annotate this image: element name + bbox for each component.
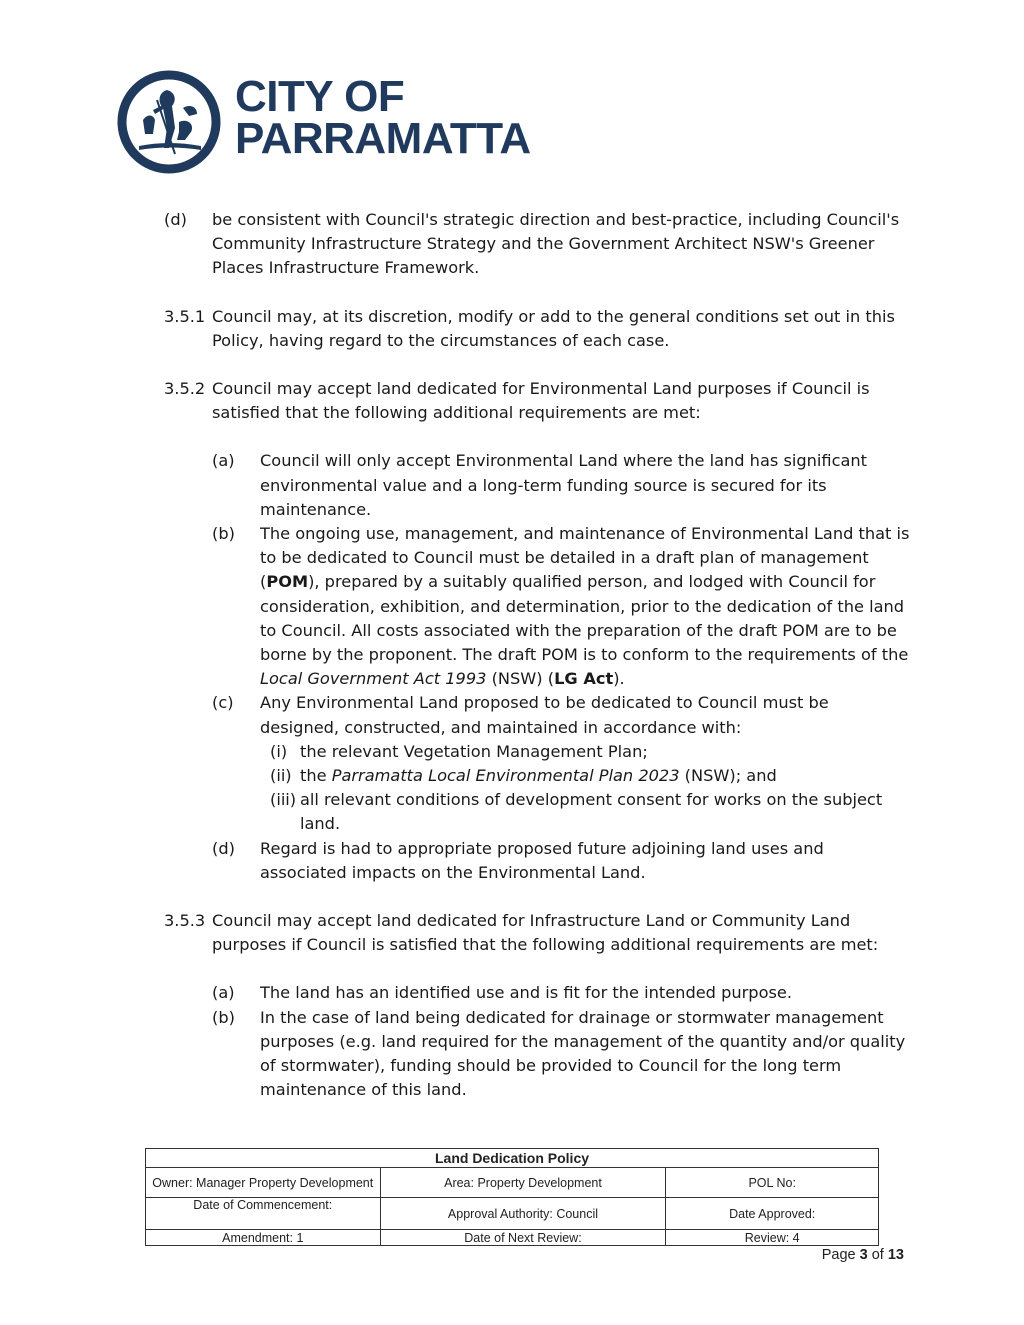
clause-text: Council will only accept Environmental Land where the land has significant environmental value and a long-term funding source is secured for its maintenance. xyxy=(260,451,868,519)
clause-text-part: ), prepared by a suitably qualified person, and lodged with Council for consideration, exhibition, and determination, prior to the dedication of the land to Council. All costs associated with the preparation of the draft POM are to be borne by the proponent. The draft POM is to conform to the requirements of the xyxy=(260,572,909,665)
city-logo xyxy=(117,70,557,175)
section-text: Council may, at its discretion, modify or add to the general conditions set out in this Policy, having regard to the circumstances of each case. xyxy=(212,306,895,350)
footer-review: Review: 4 xyxy=(666,1230,879,1246)
section-number: 3.5.2 xyxy=(164,379,206,399)
section-text: Council may accept land dedicated for Environmental Land purposes if Council is satisfied that the following additional requirements are met: xyxy=(212,379,870,423)
page-number xyxy=(822,1247,904,1263)
footer-owner: Owner: Manager Property Development xyxy=(146,1168,381,1198)
footer-pol-no: POL No: xyxy=(666,1168,879,1198)
act-title: Local Government Act 1993 xyxy=(260,669,487,689)
page-of: of xyxy=(867,1247,888,1263)
lep-title: Parramatta Local Environmental Plan 2023 xyxy=(331,766,680,786)
clause-d xyxy=(164,208,912,281)
subclause-iii xyxy=(270,788,912,836)
subclause-label: (i) xyxy=(270,741,288,761)
subclause-label: (iii) xyxy=(270,790,297,810)
footer-date-approved: Date Approved: xyxy=(666,1198,879,1230)
clause-label: (d) xyxy=(212,838,235,858)
footer-commencement: Date of Commencement: xyxy=(146,1198,381,1230)
parramatta-emblem-icon xyxy=(117,70,221,174)
clause-label: (b) xyxy=(212,524,235,544)
clause-text xyxy=(260,522,912,691)
page-total: 13 xyxy=(887,1247,904,1263)
clause-label: (c) xyxy=(212,693,234,713)
footer-title: Land Dedication Policy xyxy=(146,1149,879,1168)
clause-label: (a) xyxy=(212,451,235,471)
footer-next-review: Date of Next Review: xyxy=(380,1230,666,1246)
clause-label: (b) xyxy=(212,1007,235,1027)
footer-area: Area: Property Development xyxy=(380,1168,666,1198)
subclause-text-part: (NSW); and xyxy=(679,766,777,786)
clause-text: be consistent with Council's strategic direction and best-practice, including Council's Community Infrastructure Strategy and the Government Architect NSW's Greener Places Infrastructure Framework. xyxy=(212,210,900,278)
footer-approval-authority: Approval Authority: Council xyxy=(380,1198,666,1230)
clause-text-part: The ongoing use, management, and maintenance of Environmental Land that is to be dedicated to Council must be detailed in a draft plan of management ( xyxy=(260,524,910,592)
section-3-5-2 xyxy=(164,377,912,425)
page-current: 3 xyxy=(859,1247,868,1263)
clause-3-5-3-b xyxy=(212,1006,912,1103)
subclause-label: (ii) xyxy=(270,766,292,786)
subclause-text: the relevant Vegetation Management Plan; xyxy=(300,741,648,761)
clause-3-5-2-c xyxy=(212,691,912,739)
logo-wordmark xyxy=(235,72,531,163)
page-prefix: Page xyxy=(821,1247,860,1263)
subclause-text: all relevant conditions of development consent for works on the subject land. xyxy=(300,790,883,834)
subclause-ii xyxy=(270,764,912,788)
subclause-text xyxy=(300,764,912,788)
logo-line-2: PARRAMATTA xyxy=(235,114,531,163)
clause-3-5-2-b xyxy=(212,522,912,691)
section-3-5-3 xyxy=(164,909,912,957)
lg-act-term: LG Act xyxy=(554,669,614,689)
policy-body xyxy=(164,208,912,1103)
clause-3-5-2-d xyxy=(212,837,912,885)
subclause-text-part: the xyxy=(300,766,332,786)
clause-text-part: (NSW) ( xyxy=(486,669,555,689)
section-number: 3.5.1 xyxy=(164,306,206,326)
clause-text: In the case of land being dedicated for drainage or stormwater management purposes (e.g. land required for the management of the quantity and/or quality of stormwater), funding should be provided to Council for the long term maintenance of this land. xyxy=(260,1007,906,1100)
pom-term: POM xyxy=(266,572,309,592)
section-text: Council may accept land dedicated for Infrastructure Land or Community Land purposes if Council is satisfied that the following additional requirements are met: xyxy=(212,911,879,955)
section-3-5-1 xyxy=(164,305,912,353)
clause-3-5-2-a xyxy=(212,449,912,522)
clause-text-part: ). xyxy=(613,669,625,689)
clause-text: Regard is had to appropriate proposed future adjoining land uses and associated impacts on the Environmental Land. xyxy=(260,838,824,882)
section-number: 3.5.3 xyxy=(164,911,206,931)
policy-footer-table xyxy=(145,1148,879,1246)
clause-text: The land has an identified use and is fit for the intended purpose. xyxy=(260,983,793,1003)
clause-3-5-3-a xyxy=(212,981,912,1005)
clause-label: (a) xyxy=(212,983,235,1003)
clause-text: Any Environmental Land proposed to be dedicated to Council must be designed, constructed, and maintained in accordance with: xyxy=(260,693,829,737)
clause-label: (d) xyxy=(164,210,187,229)
footer-amendment: Amendment: 1 xyxy=(146,1230,381,1246)
subclause-i xyxy=(270,740,912,764)
logo-line-1: CITY OF xyxy=(235,72,405,121)
